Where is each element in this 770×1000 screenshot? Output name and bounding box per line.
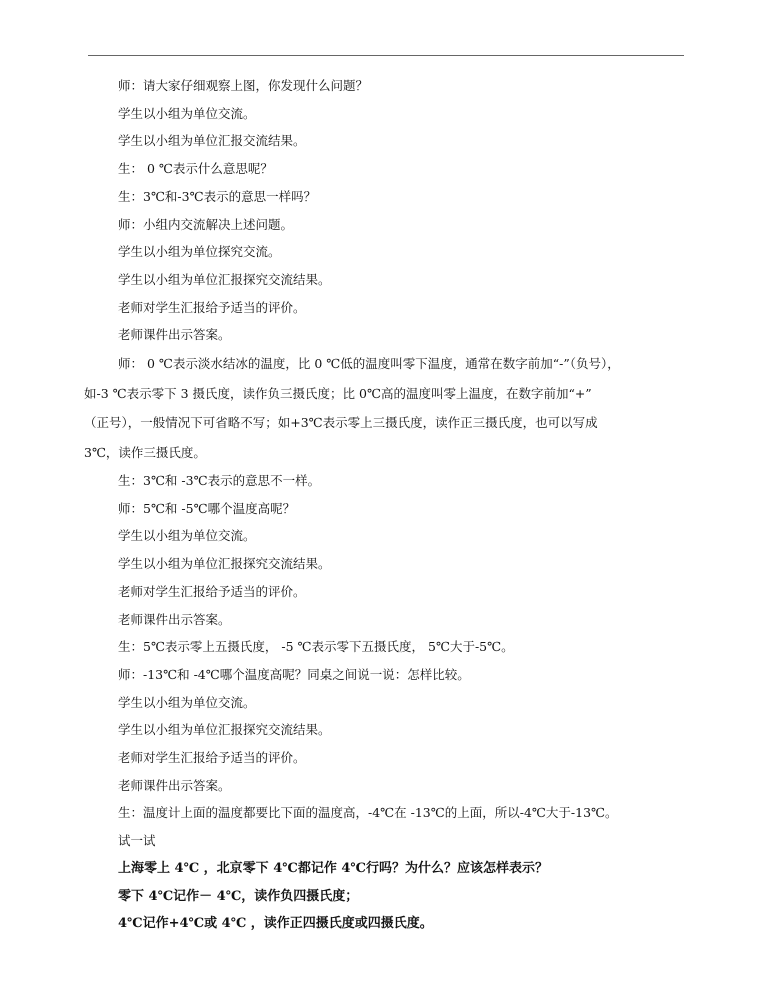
text-line: 生：3℃和 -3℃表示的意思不一样。	[118, 473, 321, 489]
text-line: 学生以小组为单位交流。	[118, 528, 256, 544]
paragraph-line: 3℃，读作三摄氏度。	[84, 444, 206, 460]
text-line: 师：请大家仔细观察上图，你发现什么问题？	[118, 78, 369, 93]
text-line: 学生以小组为单位汇报探究交流结果。	[118, 722, 331, 738]
text-line: 学生以小组为单位交流。	[118, 105, 256, 121]
text-line: 生：5℃表示零上五摄氏度， -5 ℃表示零下五摄氏度， 5℃大于-5℃。	[118, 639, 514, 655]
text-line: 生：温度计上面的温度都要比下面的温度高，-4℃在 -13℃的上面，所以-4℃大于-13℃。	[118, 805, 618, 821]
text-line: 学生以小组为单位交流。	[118, 694, 256, 710]
try-line: 4℃记作+4℃或 4℃ ，读作正四摄氏度或四摄氏度。	[118, 916, 433, 932]
text-line: 学生以小组为单位汇报探究交流结果。	[118, 556, 331, 572]
header-rule	[88, 55, 684, 56]
text-line: 老师课件出示答案。	[118, 327, 231, 343]
text-line: 师：5℃和 -5℃哪个温度高呢？	[118, 500, 296, 516]
text-line: 学生以小组为单位探究交流。	[118, 244, 281, 260]
try-line: 上海零上 4℃ ，北京零下 4℃都记作 4℃行吗？为什么？应该怎样表示？	[118, 860, 548, 876]
text-line: 师：-13℃和 -4℃哪个温度高呢？同桌之间说一说：怎样比较。	[118, 666, 470, 682]
section-heading: 试一试	[118, 833, 156, 849]
text-line: 师：小组内交流解决上述问题。	[118, 216, 294, 232]
text-line: 老师课件出示答案。	[118, 611, 231, 627]
text-line: 老师对学生汇报给予适当的评价。	[118, 583, 306, 599]
paragraph-line: （正号），一般情况下可省略不写；如+3℃表示零上三摄氏度，读作正三摄氏度，也可以写成	[84, 415, 598, 431]
explanation-paragraph	[84, 349, 670, 467]
text-line: 生：3℃和-3℃表示的意思一样吗？	[118, 188, 317, 204]
paragraph-line: 如-3 ℃表示零下 3 摄氏度，读作负三摄氏度；比 0℃高的温度叫零上温度，在数字前加“+”	[84, 385, 592, 401]
text-line: 老师对学生汇报给予适当的评价。	[118, 750, 306, 766]
document-body	[84, 72, 670, 938]
text-line: 老师课件出示答案。	[118, 777, 231, 793]
text-line: 老师对学生汇报给予适当的评价。	[118, 299, 306, 315]
try-line: 零下 4℃记作－ 4℃，读作负四摄氏度；	[118, 888, 359, 904]
text-line: 生： 0 ℃表示什么意思呢？	[118, 161, 273, 177]
text-line: 学生以小组为单位汇报探究交流结果。	[118, 271, 331, 287]
paragraph-line: 师： 0 ℃表示淡水结冰的温度，比 0 ℃低的温度叫零下温度，通常在数字前加“-”（负号），	[118, 356, 620, 372]
text-line: 学生以小组为单位汇报交流结果。	[118, 133, 306, 149]
